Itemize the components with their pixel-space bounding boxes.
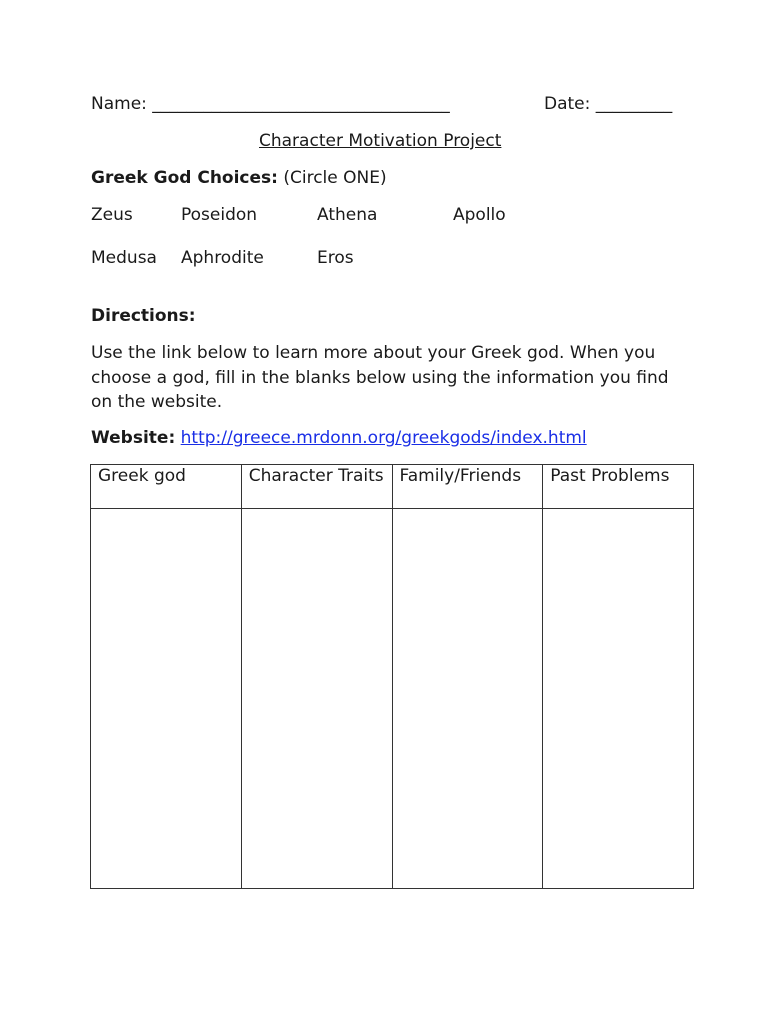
god-choices-heading — [91, 167, 387, 189]
god-option-apollo: Apollo — [453, 205, 506, 225]
god-option-athena: Athena — [317, 205, 378, 225]
column-header-character-traits: Character Traits — [241, 465, 392, 509]
family-friends-answer-cell[interactable] — [392, 509, 543, 889]
god-info-table — [90, 464, 694, 889]
name-field-label: Name: ___________________________________ — [91, 94, 450, 114]
past-problems-answer-cell[interactable] — [543, 509, 694, 889]
god-choices-note: (Circle ONE) — [277, 168, 387, 188]
god-option-medusa: Medusa — [91, 248, 157, 268]
table-header-row — [91, 465, 694, 509]
character-traits-answer-cell[interactable] — [241, 509, 392, 889]
greek-god-answer-cell[interactable] — [91, 509, 242, 889]
website-link[interactable]: http://greece.mrdonn.org/greekgods/index.html — [180, 428, 587, 448]
column-header-family-friends: Family/Friends — [392, 465, 543, 509]
god-choices-heading-label: Greek God Choices: — [91, 168, 278, 188]
god-option-zeus: Zeus — [91, 205, 133, 225]
column-header-greek-god: Greek god — [91, 465, 242, 509]
directions-text: Use the link below to learn more about your Greek god. When you choose a god, fill in the blanks below using the information you find on the website. — [91, 343, 669, 412]
god-option-aphrodite: Aphrodite — [181, 248, 264, 268]
website-label: Website: — [91, 428, 176, 448]
god-option-poseidon: Poseidon — [181, 205, 258, 225]
date-field-label: Date: _________ — [544, 94, 673, 114]
column-header-past-problems: Past Problems — [543, 465, 694, 509]
table-row — [91, 509, 694, 889]
page-title: Character Motivation Project — [259, 131, 502, 151]
website-line — [91, 427, 587, 449]
directions-heading: Directions: — [91, 306, 196, 326]
god-option-eros: Eros — [317, 248, 354, 268]
